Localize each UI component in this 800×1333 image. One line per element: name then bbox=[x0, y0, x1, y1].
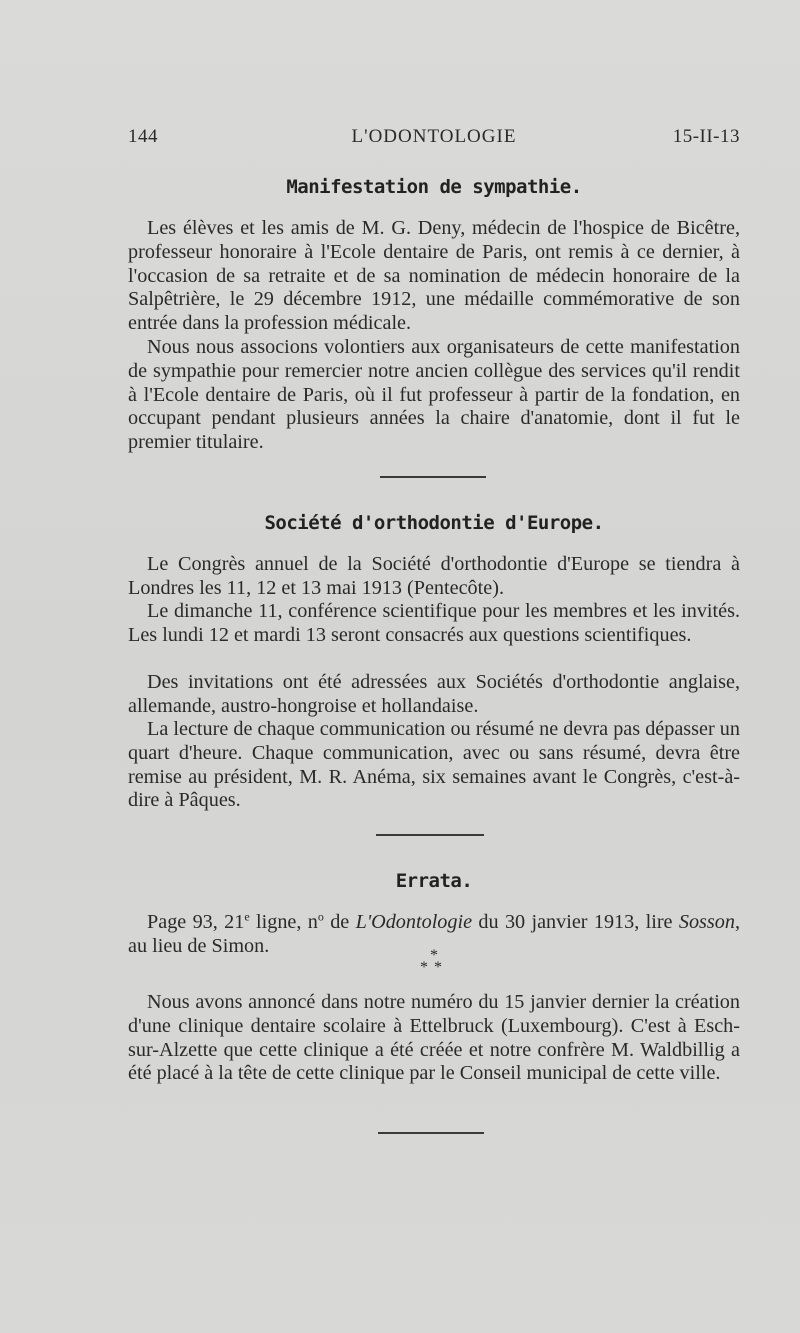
paragraph-orthodontie-1: Le Congrès annuel de la Société d'orthodontie d'Europe se tiendra à Londres les 11, 12 et 13 mai 1913 (Pentecôte). bbox=[128, 553, 740, 599]
corrected-name-italic: Sosson bbox=[678, 911, 735, 933]
paragraph-orthodontie-3: Des invitations ont été adressées aux Sociétés d'orthodontie anglaise, allemande, austro-hongroise et hollandaise. bbox=[128, 671, 740, 717]
section-title-errata: Errata. bbox=[395, 870, 473, 892]
section-divider bbox=[378, 1132, 484, 1134]
paragraph-sympathie-1: Les élèves et les amis de M. G. Deny, médecin de l'hospice de Bicêtre, professeur honoraire à l'Ecole dentaire de Paris, ont remis à ce dernier, à l'occasion de sa retraite et de sa nomination de médecin honoraire de la Salpêtrière, le 29 décembre 1912, une médaille commémorative de son entrée dans la profession médicale. bbox=[128, 217, 740, 335]
paragraph-orthodontie-2: Le dimanche 11, conférence scientifique pour les membres et les invités. Les lundi 12 et mardi 13 seront consacrés aux questions scientifiques. bbox=[128, 600, 740, 646]
section-divider bbox=[376, 834, 484, 836]
journal-title: L'ODONTOLOGIE bbox=[351, 126, 517, 147]
section-divider bbox=[380, 476, 486, 478]
section-title-sympathie: Manifestation de sympathie. bbox=[286, 176, 582, 198]
paragraph-orthodontie-4: La lecture de chaque communication ou résumé ne devra pas dépasser un quart d'heure. Chaque communication, avec ou sans résumé, devra être remise au président, M. R. Anéma, six semaines avant le Congrès, c'est-à-dire à Pâques. bbox=[128, 718, 740, 812]
section-title-orthodontie: Société d'orthodontie d'Europe. bbox=[264, 512, 604, 534]
paragraph-sympathie-2: Nous nous associons volontiers aux organisateurs de cette manifestation de sympathie pour remercier notre ancien collègue des services qu'il rendit à l'Ecole dentaire de Paris, où il fut professeur à partir de la fondation, en occupant pendant plusieurs années la chaire d'anatomie, dont il fut le premier titulaire. bbox=[128, 336, 740, 454]
page-number: 144 bbox=[128, 126, 158, 147]
issue-date: 15-II-13 bbox=[672, 126, 740, 147]
paragraph-errata-2: Nous avons annoncé dans notre numéro du 15 janvier dernier la création d'une clinique dentaire scolaire à Ettelbruck (Luxembourg). C'est à Esch-sur-Alzette que cette clinique a été créée et notre confrère M. Waldbillig a été placé à la tête de cette clinique par le Conseil municipal de cette ville. bbox=[128, 991, 740, 1085]
asterism: * ** bbox=[420, 947, 448, 976]
paragraph-errata-1: Page 93, 21e ligne, $n^o$ de L'Odontologie du 30 janvier 1913, lire Sosson, au lieu de Simon. bbox=[128, 909, 740, 957]
journal-name-italic: L'Odontologie bbox=[355, 911, 473, 933]
running-header bbox=[128, 126, 740, 150]
